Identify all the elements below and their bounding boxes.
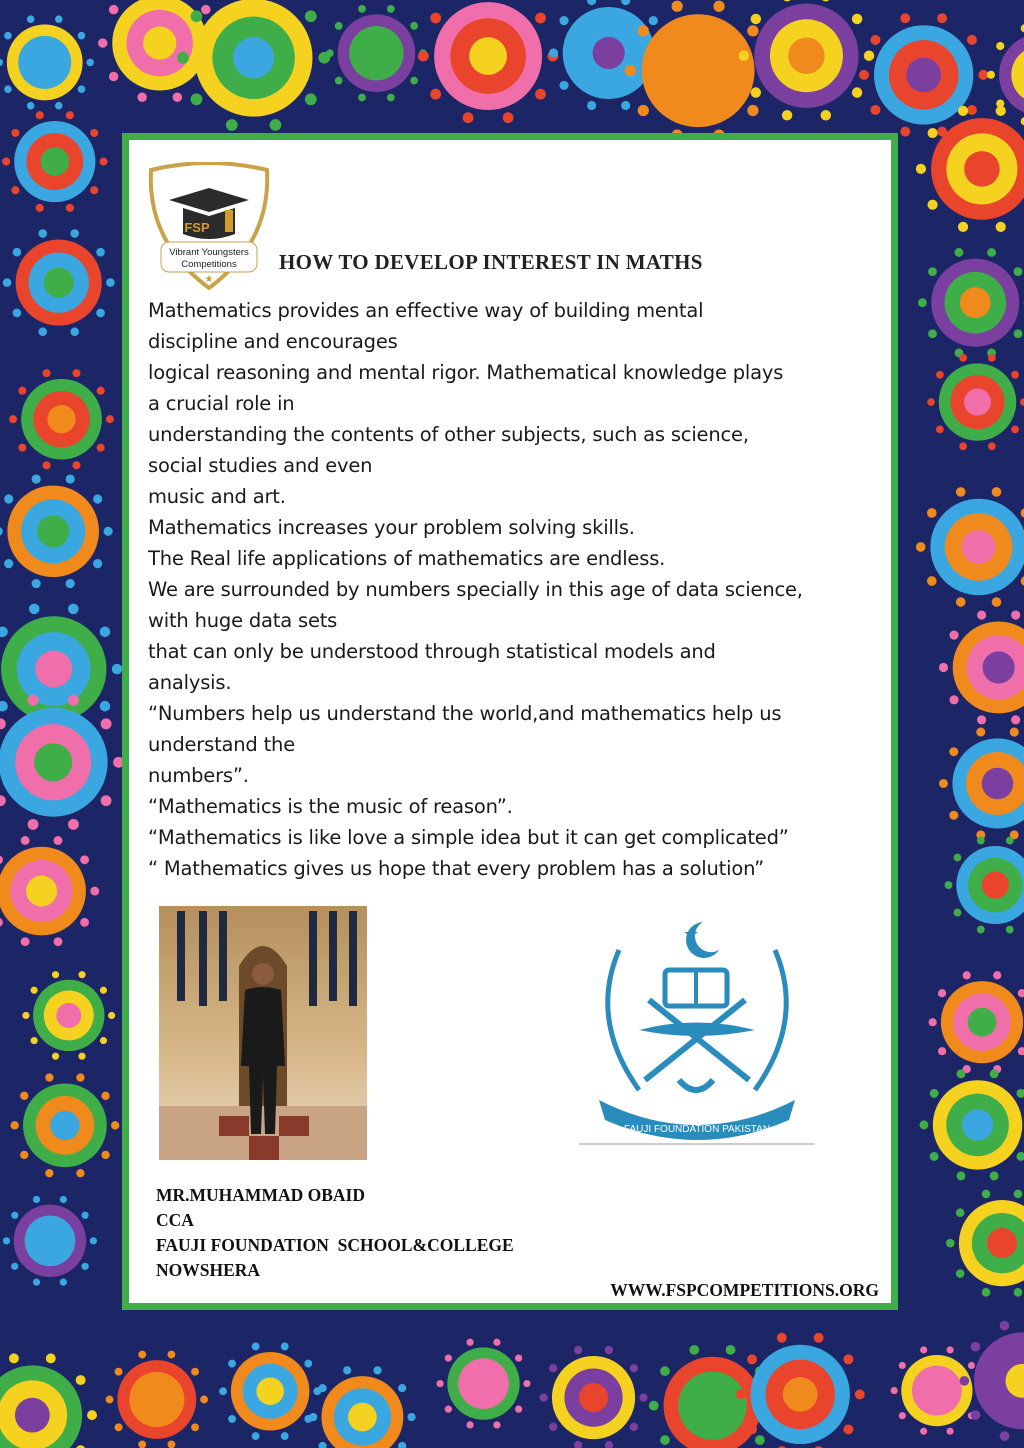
content-panel <box>122 133 898 1310</box>
logo-tagline: Competitions <box>181 259 237 270</box>
flower-decoration <box>309 1366 416 1448</box>
emblem-text: FAUJI FOUNDATION PAKISTAN <box>623 1124 771 1135</box>
flower-decoration <box>0 1353 97 1448</box>
body-line: social studies and even <box>148 454 373 477</box>
flower-decoration <box>0 474 113 588</box>
body-line: that can only be understood through statistical models and <box>148 640 716 663</box>
flower-decoration <box>22 971 115 1060</box>
logo-brand: FSP <box>184 220 210 235</box>
flower-decoration <box>0 15 94 109</box>
flower-decoration <box>0 695 124 830</box>
body-line: “Mathematics is like love a simple idea but it can get complicated” <box>148 826 789 849</box>
flower-decoration <box>539 1346 647 1448</box>
flower-decoration <box>939 610 1024 724</box>
flower-decoration <box>916 106 1024 232</box>
author-photo <box>159 906 367 1160</box>
body-line: understand the <box>148 733 296 756</box>
flower-decoration <box>929 971 1024 1073</box>
flower-decoration <box>919 1069 1024 1180</box>
body-line: music and art. <box>148 485 286 508</box>
flower-decoration <box>418 0 558 123</box>
flower-decoration <box>859 13 988 136</box>
flower-decoration <box>625 1 772 141</box>
body-line: “ Mathematics gives us hope that every problem has a solution” <box>148 857 765 880</box>
flower-decoration <box>436 1339 530 1429</box>
fauji-foundation-emblem <box>579 910 815 1146</box>
author-city: NOWSHERA <box>156 1260 261 1280</box>
body-line: with huge data sets <box>148 609 338 632</box>
body-line: The Real life applications of mathematics are endless. <box>148 547 666 570</box>
flower-decoration <box>326 5 427 101</box>
flower-decoration <box>927 354 1024 450</box>
body-line: “Numbers help us understand the world,and mathematics help us <box>148 702 782 725</box>
body-line: a crucial role in <box>148 392 295 415</box>
body-line: We are surrounded by numbers specially in this age of data science, <box>148 578 803 601</box>
flower-decoration <box>3 229 115 336</box>
author-info <box>156 1183 514 1283</box>
body-line: numbers”. <box>148 764 249 787</box>
body-line: logical reasoning and mental rigor. Mathematical knowledge plays <box>148 361 784 384</box>
flower-decoration <box>891 1346 984 1434</box>
article-body <box>148 295 888 884</box>
flower-decoration <box>219 1343 321 1440</box>
body-line: discipline and encourages <box>148 330 398 353</box>
flower-decoration <box>918 248 1024 357</box>
body-line: understanding the contents of other subjects, such as science, <box>148 423 749 446</box>
flower-decoration <box>945 837 1024 934</box>
flower-decoration <box>959 1321 1024 1441</box>
flower-decoration <box>736 1333 865 1448</box>
page-title: HOW TO DEVELOP INTEREST IN MATHS <box>279 250 703 274</box>
flower-decoration <box>2 111 108 212</box>
flower-decoration <box>9 369 114 469</box>
svg-text:★: ★ <box>683 924 700 945</box>
author-role: CCA <box>156 1210 194 1230</box>
flower-decoration <box>739 0 875 120</box>
body-line: Mathematics provides an effective way of building mental <box>148 299 704 322</box>
svg-text:★: ★ <box>204 274 214 285</box>
flower-decoration <box>3 1196 97 1286</box>
flower-decoration <box>106 1351 208 1448</box>
flower-decoration <box>939 728 1024 840</box>
body-line: “Mathematics is the music of reason”. <box>148 795 513 818</box>
flower-decoration <box>916 487 1024 607</box>
flower-decoration <box>946 1190 1024 1297</box>
flower-decoration <box>0 836 99 946</box>
logo-tagline: Vibrant Youngsters <box>169 247 249 258</box>
body-line: analysis. <box>148 671 232 694</box>
website-link[interactable]: WWW.FSPCOMPETITIONS.ORG <box>610 1280 879 1300</box>
flower-decoration <box>10 1073 119 1177</box>
author-name: MR.MUHAMMAD OBAID <box>156 1185 365 1205</box>
flower-decoration <box>177 0 330 131</box>
author-institution: FAUJI FOUNDATION SCHOOL&COLLEGE <box>156 1235 514 1255</box>
body-line: Mathematics increases your problem solving skills. <box>148 516 635 539</box>
fsp-logo <box>147 162 271 290</box>
